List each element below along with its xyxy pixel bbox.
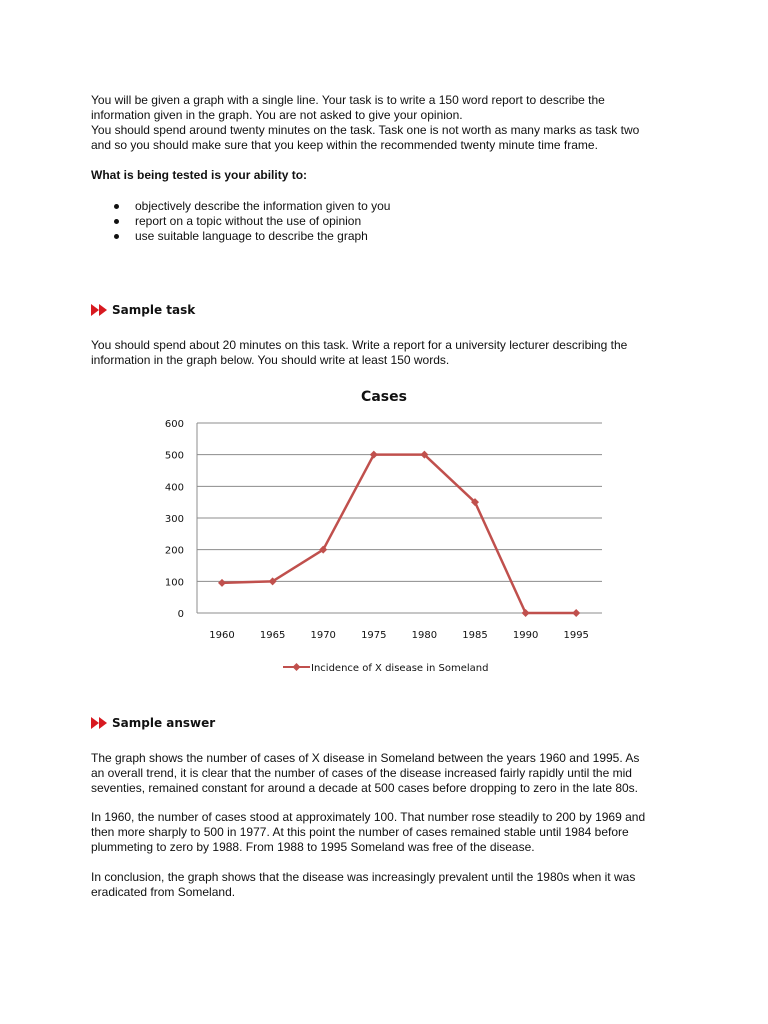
bullet-icon	[114, 204, 119, 209]
y-tick-label: 500	[164, 450, 184, 462]
list-item: objectively describe the information given to you	[112, 199, 390, 214]
answer-p2-line-2: then more sharply to 500 in 1977. At this point the number of cases remained stable until 1984 before	[91, 825, 629, 839]
tested-heading: What is being tested is your ability to:	[91, 168, 308, 182]
answer-p1-line-3: seventies, remained constant for around a decade at 500 cases before dropping to zero in the late 80s.	[91, 781, 639, 795]
y-tick-label: 200	[164, 545, 184, 557]
bullet-icon	[114, 234, 119, 239]
line-chart	[150, 380, 620, 680]
data-point	[522, 609, 530, 617]
list-item: report on a topic without the use of opinion	[112, 214, 390, 229]
sample-answer-title: Sample answer	[112, 715, 216, 730]
y-tick-label: 100	[164, 577, 184, 589]
sample-task-title: Sample task	[112, 302, 196, 317]
answer-p1-line-2: an overall trend, it is clear that the number of cases of the disease increased fairly rapidly until the mid	[91, 766, 632, 780]
series-line	[222, 455, 576, 613]
intro-line-4: and so you should make sure that you keep within the recommended twenty minute time frame.	[91, 138, 598, 152]
double-play-arrow-icon	[91, 717, 107, 729]
intro-line-3: You should spend around twenty minutes on the task. Task one is not worth as many marks as task two	[91, 123, 640, 137]
y-tick-label: 400	[164, 482, 184, 494]
x-tick-label: 1980	[411, 630, 438, 641]
answer-p2-line-1: In 1960, the number of cases stood at approximately 100. That number rose steadily to 200 by 1969 and	[91, 810, 646, 824]
list-item: use suitable language to describe the graph	[112, 229, 390, 244]
sample-task-line-1: You should spend about 20 minutes on this task. Write a report for a university lecturer describing the	[91, 338, 628, 352]
intro-line-2: information given in the graph. You are not asked to give your opinion.	[91, 108, 463, 122]
answer-p3-line-1: In conclusion, the graph shows that the disease was increasingly prevalent until the 1980s when it was	[91, 870, 636, 884]
legend-label: Incidence of X disease in Someland	[311, 663, 489, 674]
data-point	[218, 579, 226, 587]
x-tick-label: 1965	[259, 630, 286, 641]
y-tick-label: 300	[164, 514, 184, 525]
legend-marker	[293, 663, 301, 671]
sample-answer-heading	[91, 715, 215, 731]
y-tick-label: 0	[177, 609, 184, 620]
x-tick-label: 1960	[209, 630, 235, 641]
answer-p3-line-2: eradicated from Someland.	[91, 885, 236, 899]
bullet-icon	[114, 219, 119, 224]
double-play-arrow-icon	[91, 304, 107, 316]
answer-p2-line-3: plummeting to zero by 1988. From 1988 to 1995 Someland was free of the disease.	[91, 840, 535, 854]
x-tick-label: 1990	[512, 630, 539, 641]
sample-task-line-2: information in the graph below. You should write at least 150 words.	[91, 353, 450, 367]
x-tick-label: 1985	[462, 630, 488, 641]
tested-list	[112, 199, 390, 244]
x-tick-label: 1995	[563, 630, 589, 641]
answer-p1-line-1: The graph shows the number of cases of X disease in Someland between the years 1960 and 1995. As	[91, 751, 640, 765]
sample-task-heading	[91, 302, 195, 318]
x-tick-label: 1970	[310, 630, 336, 641]
y-tick-label: 600	[164, 419, 184, 430]
chart-title: Cases	[361, 389, 407, 405]
intro-line-1: You will be given a graph with a single line. Your task is to write a 150 word report to describe the	[91, 93, 605, 107]
x-tick-label: 1975	[361, 630, 387, 641]
data-point	[572, 609, 580, 617]
